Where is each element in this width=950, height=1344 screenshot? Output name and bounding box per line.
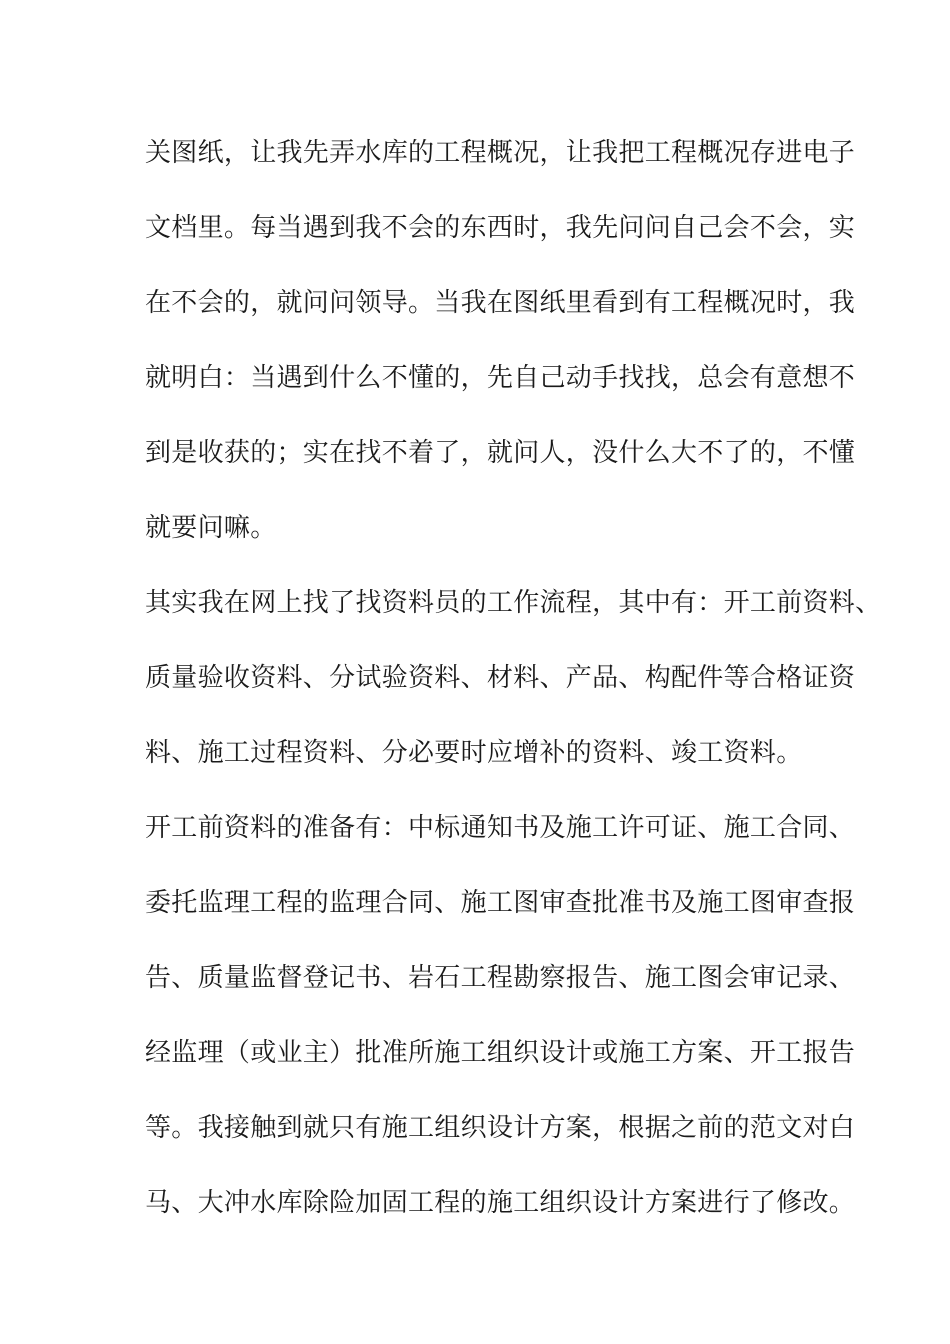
text-line-15: 马、大冲水库除险加固工程的施工组织设计方案进行了修改。 bbox=[145, 1188, 856, 1218]
text-line-4: 就明白：当遇到什么不懂的，先自己动手找找，总会有意想不 bbox=[145, 363, 856, 393]
text-line-3: 在不会的，就问问领导。当我在图纸里看到有工程概况时，我 bbox=[145, 288, 856, 318]
text-line-9: 料、施工过程资料、分必要时应增补的资料、竣工资料。 bbox=[145, 738, 803, 768]
text-line-10: 开工前资料的准备有：中标通知书及施工许可证、施工合同、 bbox=[145, 813, 856, 843]
text-line-11: 委托监理工程的监理合同、施工图审查批准书及施工图审查报 bbox=[145, 888, 856, 918]
text-line-6: 就要问嘛。 bbox=[145, 513, 277, 543]
text-line-13: 经监理（或业主）批准所施工组织设计或施工方案、开工报告 bbox=[145, 1038, 856, 1068]
text-line-5: 到是收获的；实在找不着了，就问人，没什么大不了的，不懂 bbox=[145, 438, 856, 468]
text-line-14: 等。我接触到就只有施工组织设计方案，根据之前的范文对白 bbox=[145, 1113, 856, 1143]
text-line-2: 文档里。每当遇到我不会的东西时，我先问问自己会不会，实 bbox=[145, 213, 856, 243]
text-line-8: 质量验收资料、分试验资料、材料、产品、构配件等合格证资 bbox=[145, 663, 856, 693]
text-line-7: 其实我在网上找了找资料员的工作流程，其中有：开工前资料、 bbox=[145, 588, 882, 618]
body-text bbox=[145, 131, 882, 1256]
text-line-12: 告、质量监督登记书、岩石工程勘察报告、施工图会审记录、 bbox=[145, 963, 856, 993]
text-line-1: 关图纸，让我先弄水库的工程概况，让我把工程概况存进电子 bbox=[145, 138, 856, 168]
